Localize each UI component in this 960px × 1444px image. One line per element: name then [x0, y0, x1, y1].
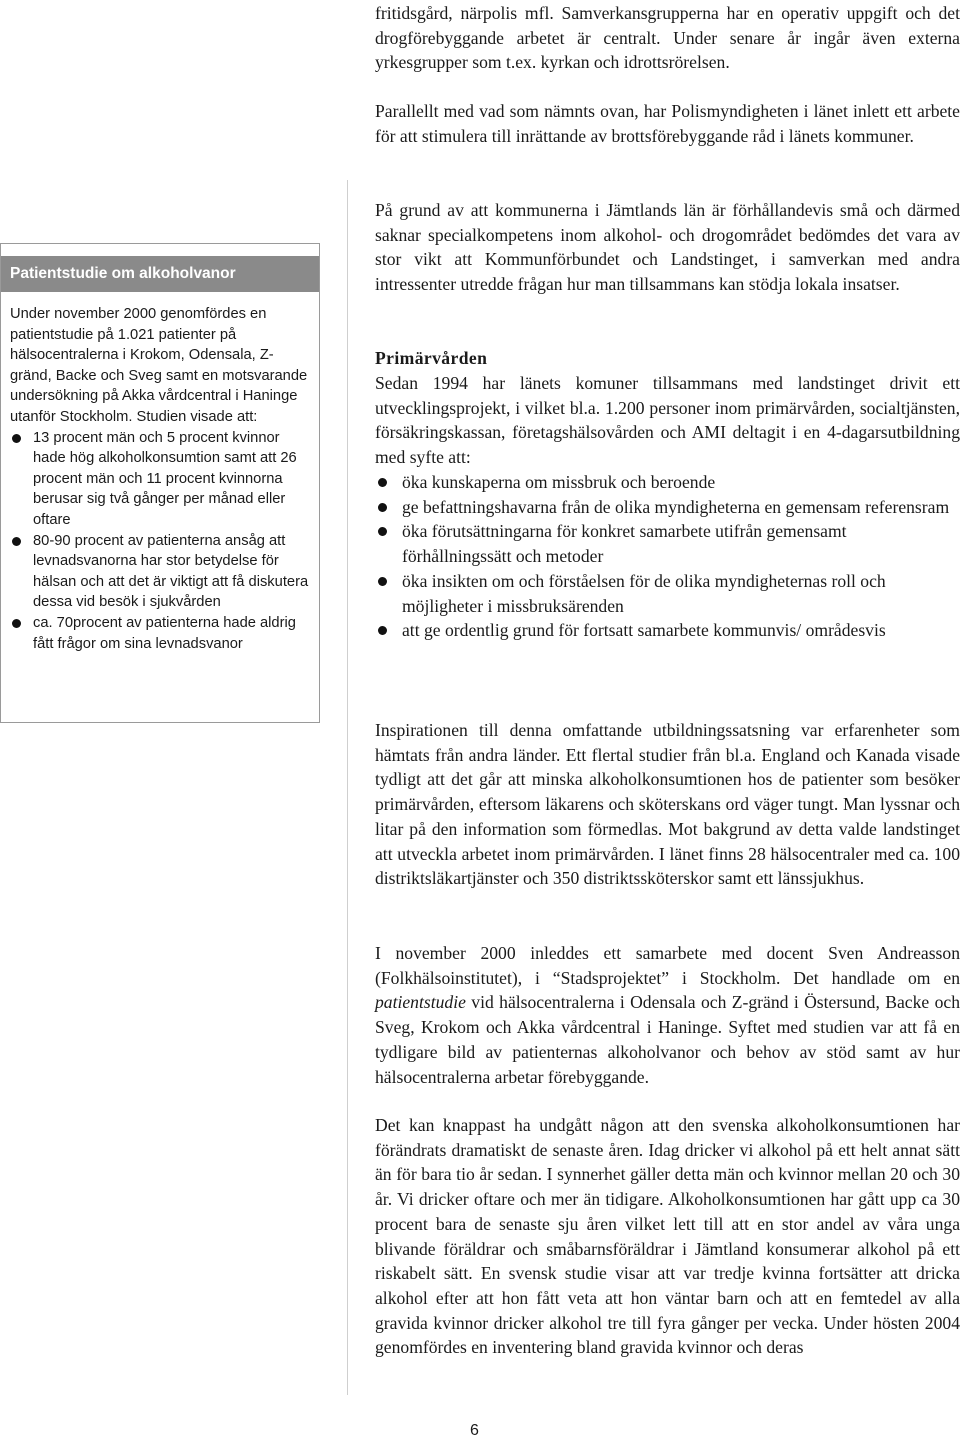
sidebar-body [10, 304, 309, 654]
paragraph-samverkansgrupper: fritidsgård, närpolis mfl. Samverkansgrupperna har en operativ uppgift och det drogförebyggande arbetet är centralt. Under senare år ingår även externa yrkesgrupper som t.ex. kyrkan och idrottsrörelsen. [375, 3, 960, 73]
bullet-icon [378, 478, 387, 487]
paragraph-primarvarden: Sedan 1994 har länets komuner tillsammans med landstinget drivit ett utvecklingsprojekt, i vilket bl.a. 1.200 personer inom primärvården, socialtjänsten, försäkringskassan, företagshälsovården och AMI deltagit i en 4-dagarsutbildning med syfte att: [375, 373, 960, 468]
sidebar-bullet-list [10, 428, 309, 655]
list-item: ca. 70procent av patienterna hade aldrig fått frågor om sina levnadsvanor [10, 613, 309, 654]
list-item: att ge ordentlig grund för fortsatt samarbete kommunvis/ områdesvis [375, 618, 960, 643]
paragraph-pa-grund-av: På grund av att kommunerna i Jämtlands län är förhållandevis små och därmed saknar specialkompetens inom alkohol- och drogområdet bedömdes det vara av stor vikt att Kommunförbundet och Landstinget, i samverkan med andra intressenter utredde frågan hur man tillsammans kan stödja lokala insatser. [375, 200, 960, 295]
paragraph-november-2000: I november 2000 inleddes ett samarbete med docent Sven Andreasson (Folkhälsoinstitutet), i “Stadsprojektet” i Stockholm. Det handlade om en patientstudie vid hälsocentralerna i Odensala och Z-gränd i Östersund, Backe och Sveg, Krokom och Akka vårdcentral i Haninge. Syftet med studien var att få en tydligare bild av patienternas alkoholvanor och behov av stöd samt av hur hälsocentralerna arbetar förebyggande. [375, 943, 960, 1087]
bullet-icon [12, 434, 21, 443]
patientstudie-emphasis: patientstudie [375, 992, 466, 1013]
list-item: öka förutsättningarna för konkret samarbete utifrån gemensamt förhållningssätt och metoder [375, 519, 960, 568]
bullet-icon [378, 577, 387, 586]
syfte-bullet-list [375, 470, 960, 643]
sidebar-title: Patientstudie om alkoholvanor [1, 256, 319, 292]
paragraph-polismyndigheten: Parallellt med vad som nämnts ovan, har Polismyndigheten i länet inlett ett arbete för att stimulera till inrättande av brottsförebyggande råd i länets kommuner. [375, 101, 960, 146]
sidebar-box-patientstudie [0, 243, 320, 723]
list-item: öka insikten om och förståelsen för de olika myndigheternas roll och möjligheter i missbruksärenden [375, 569, 960, 618]
section-heading-primarvarden: Primärvården [375, 348, 488, 368]
bullet-icon [378, 626, 387, 635]
bullet-icon [378, 527, 387, 536]
paragraph-alkoholkonsumtion: Det kan knappast ha undgått någon att den svenska alkoholkonsumtionen har förändrats dramatiskt de senaste åren. Idag dricker vi alkohol på ett helt annat sätt än för bara tio år sedan. I synnerhet gäller detta män och kvinnor mellan 20 och 30 år. Vi dricker oftare och mer än tidigare. Alkoholkonsumtionen har gått upp ca 30 procent bara de senaste sju åren vilket lett till att en stor andel av våra unga blivande föräldrar och småbarnsföräldrar i Jämtland konsumerar alkohol på ett riskabelt sätt. En svensk studie visar att var tredje kvinna fortsätter att dricka alkohol efter att hon fått veta att hon väntar barn och att en femtedel av alla gravida kvinnor dricker alkohol tre till fyra gånger per vecka. Under hösten 2004 genomfördes en inventering bland gravida kvinnor och deras [375, 1115, 960, 1358]
column-divider [347, 180, 348, 1395]
sidebar-intro: Under november 2000 genomfördes en patientstudie på 1.021 patienter på hälsocentralerna i Krokom, Odensala, Z-gränd, Backe och Sveg samt en motsvarande undersökning på Akka vårdcentral i Haninge utanför Stockholm. Studien visade att: [10, 306, 308, 425]
list-item: ge befattningshavarna från de olika myndigheterna en gemensam referensram [375, 495, 960, 520]
bullet-icon [12, 619, 21, 628]
paragraph-inspirationen: Inspirationen till denna omfattande utbildningssatsning var erfarenheter som hämtats från andra länder. Ett flertal studier från bl.a. England och Kanada visade tydligt att det går att minska alkoholkonsumtionen hos de patienter som besöker primärvården, eftersom läkarens och sköterskans ord väger tungt. Man lyssnar och litar på den information som förmedlas. Mot bakgrund av detta valde landstinget att utveckla arbetet inom primärvården. I länet finns 28 hälsocentraler med ca. 100 distriktsläkartjänster och 350 distriktssköterskor samt ett länssjukhus. [375, 720, 960, 889]
list-item: 13 procent män och 5 procent kvinnor hade hög alkoholkonsumtion samt att 26 procent män och 11 procent kvinnorna berusar sig två gånger per månad eller oftare [10, 428, 309, 531]
page-number: 6 [470, 1422, 479, 1439]
list-item: öka kunskaperna om missbruk och beroende [375, 470, 960, 495]
bullet-icon [12, 537, 21, 546]
list-item: 80-90 procent av patienterna ansåg att levnadsvanorna har stor betydelse för hälsan och att det är viktigt att få diskutera dessa vid besök i sjukvården [10, 531, 309, 613]
bullet-icon [378, 503, 387, 512]
